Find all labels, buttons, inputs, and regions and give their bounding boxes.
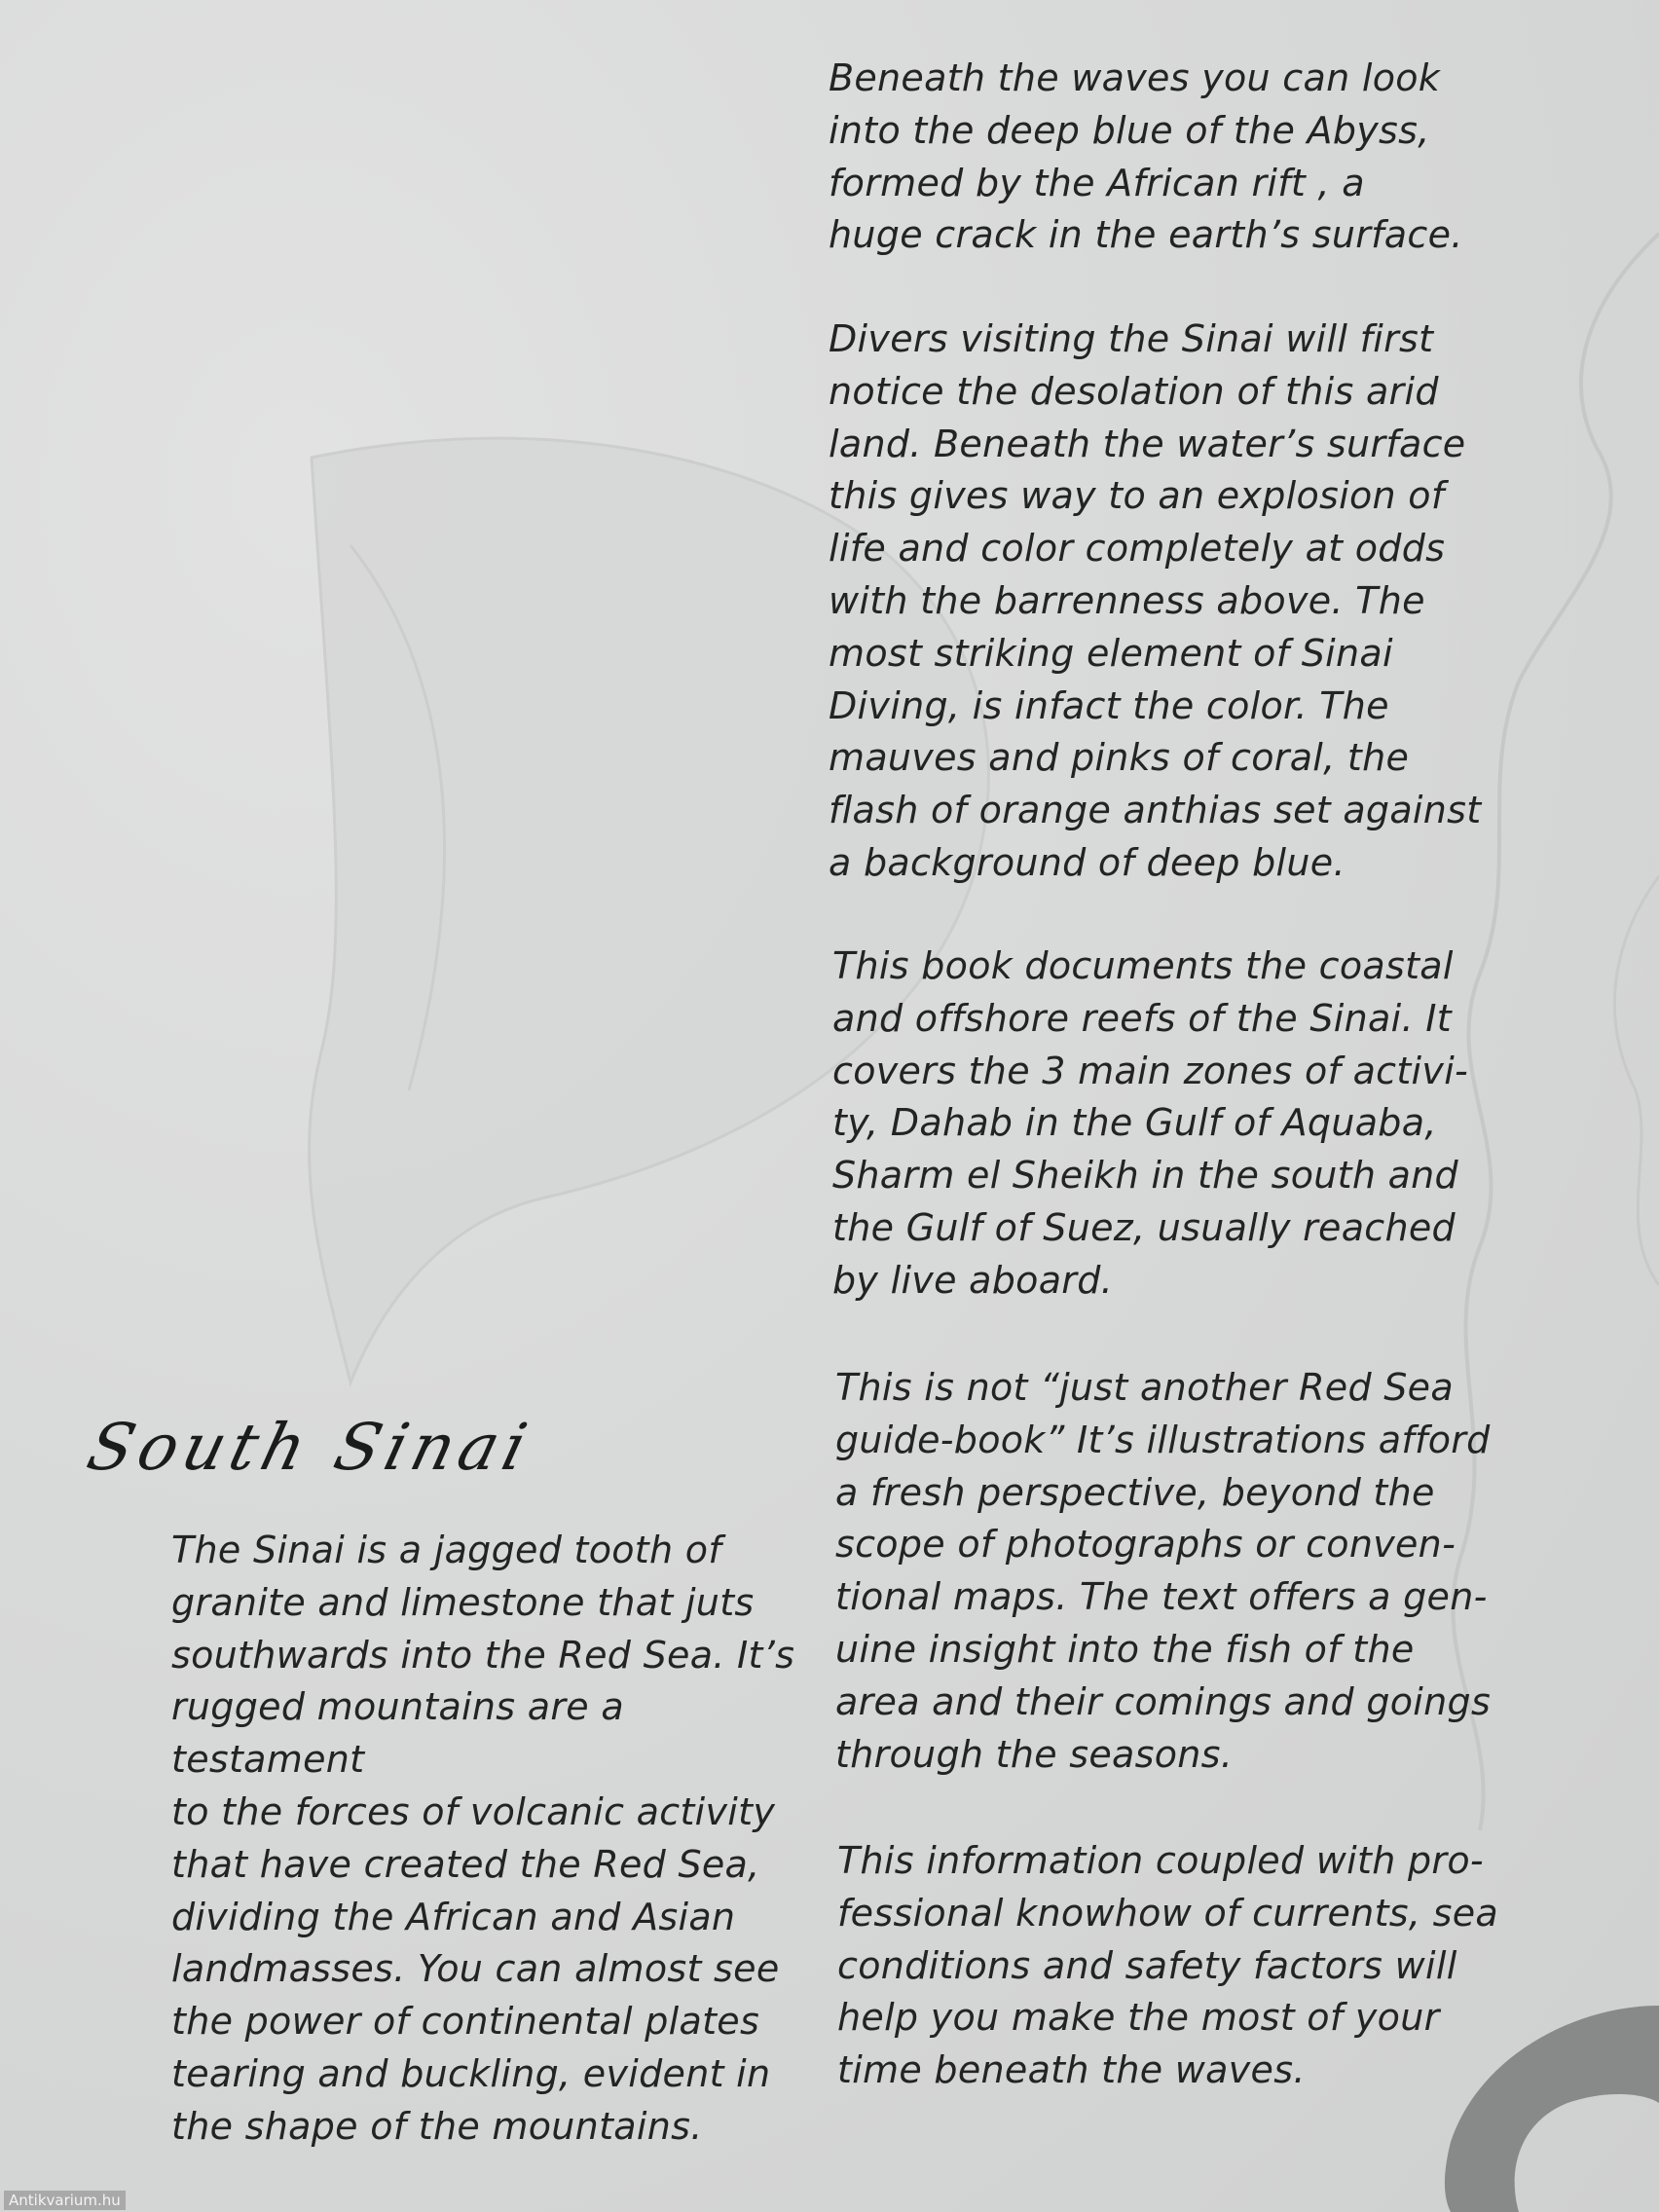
paragraph-divers: Divers visiting the Sinai will first notice the desolation of this arid land. Beneath the water’s surface this gives way to an explosion of life and color completely at odds with the barrenness above. The most striking element of Sinai Diving, is infact the color. The mauves and pinks of coral, the flash of orange anthias set against a background of deep blue. (829, 317, 1482, 884)
section-heading-south-sinai: South Sinai (80, 1410, 540, 1485)
paragraph-south-sinai: The Sinai is a jagged tooth of granite and limestone that juts southwards into the Red Sea. It’s rugged mountains are a testament to the forces of volcanic activity that have created the Red Sea, dividing the African and Asian landmasses. You can almost see the power of continental plates tearing and buckling, evident in the shape of the mountains. (171, 1529, 795, 2148)
paragraph-guide-book: This is not “just another Red Sea guide-book” It’s illustrations afford a fresh perspective, beyond the scope of photographs or conven- tional maps. The text offers a gen- uine insight into the fish of the area and their comings and goings through the seasons. (835, 1366, 1492, 1776)
watermark: Antikvarium.hu (4, 2191, 126, 2210)
paragraph-information: This information coupled with pro- fessional knowhow of currents, sea conditions and safety factors will help you make the most of your time beneath the waves. (837, 1839, 1498, 2092)
paragraph-book-documents: This book documents the coastal and offshore reefs of the Sinai. It covers the 3 main zones of activi- ty, Dahab in the Gulf of Aquaba, Sharm el Sheikh in the south and the Gulf of Suez, usually reached by live aboard. (832, 944, 1469, 1302)
paragraph-abyss: Beneath the waves you can look into the deep blue of the Abyss, formed by the African rift , a huge crack in the earth’s surface. (829, 56, 1463, 257)
